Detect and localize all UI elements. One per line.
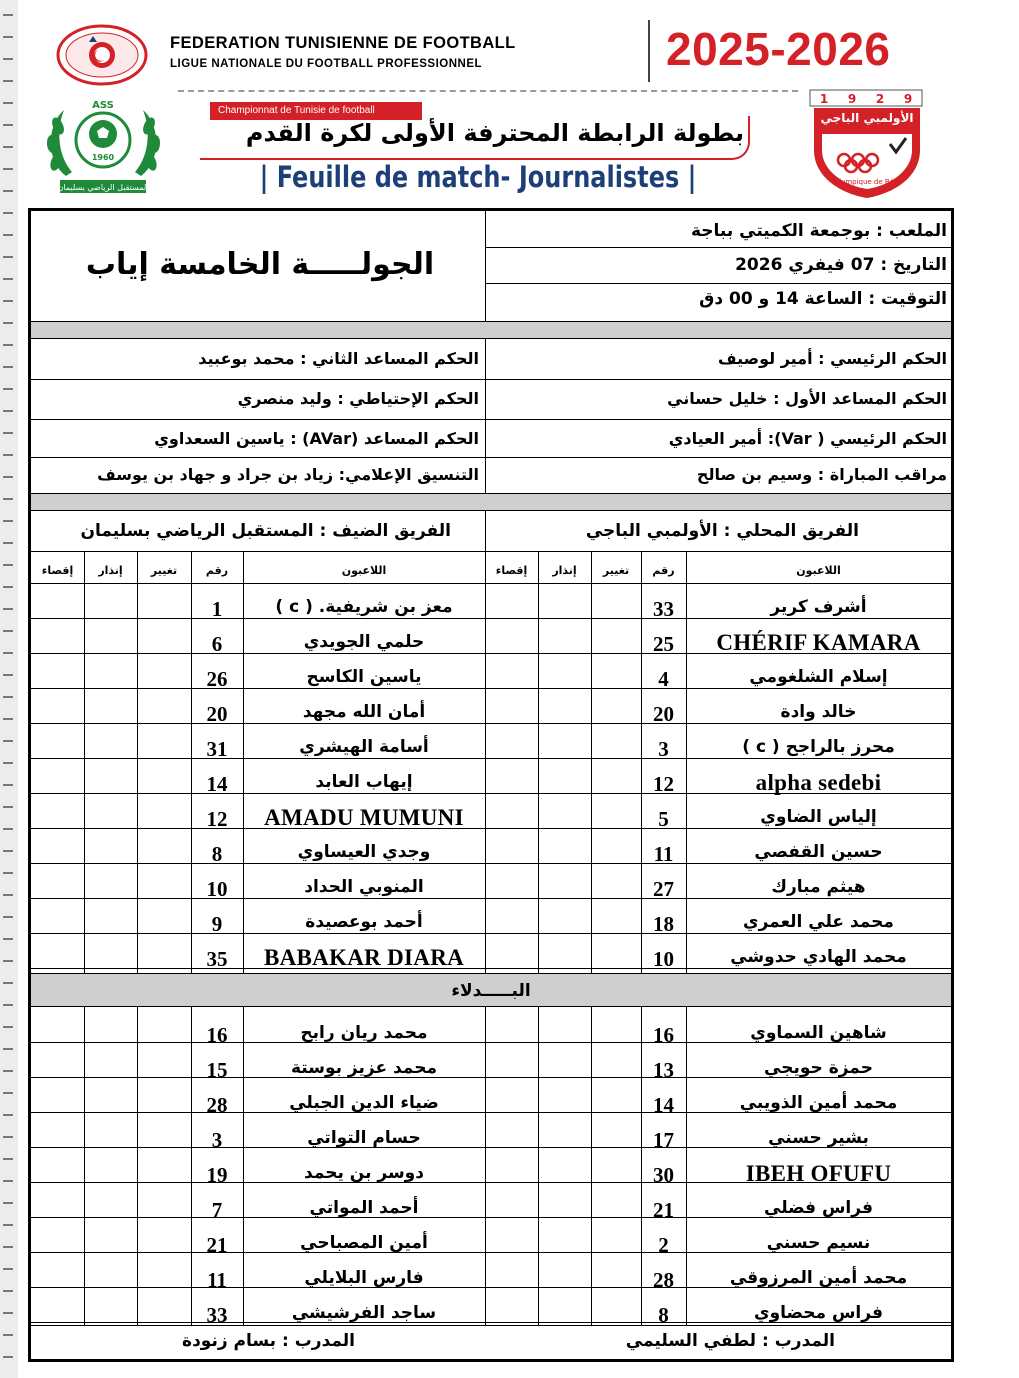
grid-line bbox=[485, 247, 951, 248]
away-starter-player-number: 8 bbox=[211, 842, 223, 866]
edge-dash bbox=[3, 806, 13, 808]
edge-dash bbox=[3, 388, 13, 390]
away-substitute-player-name: حسام التواتي bbox=[307, 1128, 421, 1148]
home-starter-player-name: أشرف كرير bbox=[770, 597, 867, 617]
edge-dash bbox=[3, 1070, 13, 1072]
away-starter-player-number: 20 bbox=[206, 702, 228, 726]
home-substitute-player-number: 30 bbox=[653, 1163, 674, 1187]
ob-logo-fr: Olympique de Béja bbox=[833, 178, 901, 186]
away-starter-player-number: 26 bbox=[206, 667, 228, 691]
shade-band-2 bbox=[31, 493, 951, 511]
home-starter-player-name: محمد علي العمري bbox=[743, 912, 894, 932]
away-substitute-player-number: 19 bbox=[206, 1163, 228, 1187]
home-substitute-player-name: فراس فضلي bbox=[764, 1198, 873, 1218]
home-starter-player-number: 18 bbox=[653, 912, 674, 936]
ass-club-logo-icon bbox=[36, 96, 171, 196]
edge-dash bbox=[3, 1048, 13, 1050]
edge-dash bbox=[3, 718, 13, 720]
ob-year-2: 9 bbox=[847, 92, 857, 106]
away-substitute-player-number: 11 bbox=[207, 1268, 227, 1292]
away-substitute-player-name: أمين المصباحي bbox=[300, 1233, 428, 1253]
ob-year-1: 1 bbox=[819, 92, 829, 106]
home-coach: المدرب : لطفي السليمي bbox=[625, 1331, 835, 1351]
home-starter-player-name: إسلام الشلغومي bbox=[749, 667, 888, 687]
edge-dash bbox=[3, 410, 13, 412]
away-starter-player-name: أسامة الهيشري bbox=[299, 737, 429, 757]
grid-line bbox=[31, 898, 951, 899]
main-referee: الحكم الرئيسي : أمير لوصيف bbox=[718, 349, 947, 368]
home-substitute-player-number: 8 bbox=[658, 1303, 669, 1327]
away-substitute-player-number: 15 bbox=[206, 1058, 228, 1082]
home-substitute-player-name: نسيم حسني bbox=[766, 1233, 871, 1253]
away-substitute-player-name: ساجد الفرشيشي bbox=[291, 1303, 437, 1323]
grid-line bbox=[591, 551, 592, 973]
edge-dash bbox=[3, 278, 13, 280]
grid-line bbox=[31, 828, 951, 829]
edge-dash bbox=[3, 784, 13, 786]
home-starter-player-name: حسين القفصي bbox=[754, 842, 883, 862]
edge-dash bbox=[3, 762, 13, 764]
away-starter-player-number: 35 bbox=[206, 947, 228, 971]
away-substitute-player-name: محمد ريان رابح bbox=[300, 1023, 428, 1043]
home-starter-player-number: 27 bbox=[653, 877, 674, 901]
sheet-header bbox=[28, 10, 956, 202]
ob-logo-name: الأولمبي الباجي bbox=[820, 111, 914, 125]
home-starter-player-number: 4 bbox=[658, 667, 669, 691]
grid-line bbox=[31, 618, 951, 619]
edge-dash bbox=[3, 564, 13, 566]
ob-year-3: 2 bbox=[875, 92, 885, 106]
time-label: التوقيت : الساعة 14 و 00 دق bbox=[699, 289, 947, 309]
edge-dash bbox=[3, 1202, 13, 1204]
home-starter-player-number: 25 bbox=[653, 632, 674, 656]
away-coach: المدرب : بسام زنودة bbox=[182, 1331, 355, 1351]
away-col-expulsion: إقصاء bbox=[41, 564, 74, 577]
home-starter-player-name: محرز بالراجح ( c ) bbox=[742, 737, 895, 757]
away-starter-player-number: 9 bbox=[211, 912, 223, 936]
grid-line bbox=[31, 688, 951, 689]
away-substitute-player-number: 16 bbox=[206, 1023, 228, 1047]
edge-dash bbox=[3, 630, 13, 632]
home-starter-player-name: خالد وادة bbox=[780, 702, 857, 722]
away-starter-player-name: BABAKAR DIARA bbox=[263, 945, 465, 970]
away-substitute-player-number: 28 bbox=[206, 1093, 228, 1117]
edge-dash bbox=[3, 146, 13, 148]
edge-dash bbox=[3, 542, 13, 544]
away-starter-player-name: حلمي الجويدي bbox=[303, 632, 425, 652]
grid-line bbox=[31, 583, 951, 584]
edge-dash bbox=[3, 652, 13, 654]
away-starter-player-name: AMADU MUMUNI bbox=[264, 805, 464, 830]
edge-dash bbox=[3, 102, 13, 104]
grid-line bbox=[84, 1007, 85, 1325]
away-substitute-player-name: فارس البلايلي bbox=[304, 1268, 424, 1288]
home-starter-player-name: هيثم مبارك bbox=[771, 877, 866, 897]
edge-dash bbox=[3, 234, 13, 236]
away-substitute-player-number: 3 bbox=[211, 1128, 223, 1152]
league-title-arabic: بطولة الرابطة المحترفة الأولى لكرة القدم bbox=[245, 119, 744, 147]
away-substitute-player-name: ضياء الدين الجبلي bbox=[289, 1093, 439, 1113]
away-starter-player-number: 12 bbox=[206, 807, 228, 831]
assistant-referee-1: الحكم المساعد الأول : خليل حساني bbox=[667, 389, 947, 408]
home-starter-player-number: 12 bbox=[653, 772, 674, 796]
away-team-title: الفريق الضيف : المستقبل الرياضي بسليمان bbox=[80, 521, 451, 541]
home-col-players: اللاعبون bbox=[796, 564, 841, 577]
home-starter-player-number: 20 bbox=[653, 702, 674, 726]
away-starter-player-name: وجدي العيساوي bbox=[297, 842, 431, 862]
home-starter-player-number: 11 bbox=[653, 842, 674, 866]
substitutes-title: البـــــدلاء bbox=[451, 981, 531, 1001]
grid-line bbox=[31, 457, 951, 458]
away-substitute-player-number: 7 bbox=[211, 1198, 223, 1222]
edge-dash bbox=[3, 80, 13, 82]
ass-logo-name: المستقبل الرياضي بسليمان bbox=[57, 183, 149, 192]
sheet-title: | Feuille de match- Journalistes | bbox=[259, 160, 697, 194]
edge-dash bbox=[3, 14, 13, 16]
edge-dash bbox=[3, 1026, 13, 1028]
championship-banner: Championnat de Tunisie de football bbox=[210, 102, 422, 120]
away-starter-player-number: 10 bbox=[206, 877, 228, 901]
edge-dash bbox=[3, 36, 13, 38]
date-label: التاريخ : 07 فيفري 2026 bbox=[735, 255, 947, 275]
away-substitute-player-number: 33 bbox=[206, 1303, 228, 1327]
edge-dash bbox=[3, 938, 13, 940]
away-substitute-player-name: دوسر بن يحمد bbox=[304, 1163, 424, 1183]
home-substitute-player-number: 16 bbox=[653, 1023, 674, 1047]
home-substitute-player-number: 21 bbox=[653, 1198, 674, 1222]
edge-dash bbox=[3, 256, 13, 258]
edge-dash bbox=[3, 740, 13, 742]
grid-line bbox=[31, 933, 951, 934]
assistant-referee-2: الحكم المساعد الثاني : محمد بوعبيد bbox=[198, 349, 479, 368]
edge-dash bbox=[3, 344, 13, 346]
page-edge-strip bbox=[0, 0, 18, 1378]
home-starter-player-number: 10 bbox=[653, 947, 674, 971]
edge-dash bbox=[3, 1246, 13, 1248]
edge-dash bbox=[3, 1092, 13, 1094]
edge-dash bbox=[3, 1290, 13, 1292]
edge-dash bbox=[3, 454, 13, 456]
home-starter-player-name: محمد الهادي حدوشي bbox=[730, 947, 907, 967]
grid-line bbox=[31, 551, 951, 552]
home-starter-player-name: إلياس الضاوي bbox=[760, 807, 877, 827]
edge-dash bbox=[3, 1356, 13, 1358]
grid-line bbox=[84, 551, 85, 973]
edge-dash bbox=[3, 1158, 13, 1160]
away-starter-player-name: معز بن شريفية. ( c ) bbox=[275, 597, 453, 617]
grid-line bbox=[31, 758, 951, 759]
edge-dash bbox=[3, 58, 13, 60]
edge-dash bbox=[3, 850, 13, 852]
grid-line bbox=[538, 1007, 539, 1325]
away-starter-player-number: 6 bbox=[211, 632, 223, 656]
home-substitute-player-number: 17 bbox=[653, 1128, 674, 1152]
home-col-substitution: تغيير bbox=[602, 564, 630, 577]
away-col-warning: إنذار bbox=[98, 564, 123, 577]
match-commissioner: مراقب المباراة : وسيم بن صالح bbox=[696, 465, 947, 484]
home-starter-player-number: 5 bbox=[658, 807, 669, 831]
home-col-number: رقم bbox=[652, 564, 675, 577]
edge-dash bbox=[3, 982, 13, 984]
away-col-players: اللاعبون bbox=[341, 564, 387, 577]
home-substitute-player-name: شاهين السماوي bbox=[750, 1023, 887, 1043]
home-substitute-player-number: 13 bbox=[653, 1058, 674, 1082]
home-substitute-player-name: حمزة حويجي bbox=[764, 1058, 873, 1078]
edge-dash bbox=[3, 872, 13, 874]
season-label: 2025-2026 bbox=[666, 23, 891, 75]
edge-dash bbox=[3, 1334, 13, 1336]
grid-line bbox=[538, 551, 539, 973]
edge-dash bbox=[3, 586, 13, 588]
home-starter-player-name: CHÉRIF KAMARA bbox=[716, 630, 921, 655]
edge-dash bbox=[3, 212, 13, 214]
edge-dash bbox=[3, 828, 13, 830]
reserve-referee: الحكم الإحتياطي : وليد منصري bbox=[237, 389, 479, 408]
edge-dash bbox=[3, 432, 13, 434]
grid-line bbox=[137, 551, 138, 973]
grid-line bbox=[31, 1325, 951, 1326]
ass-logo-top: ASS bbox=[92, 100, 114, 111]
home-substitute-player-name: محمد أمين المرزوقي bbox=[729, 1268, 908, 1288]
edge-dash bbox=[3, 894, 13, 896]
edge-dash bbox=[3, 366, 13, 368]
edge-dash bbox=[3, 696, 13, 698]
grid-line bbox=[591, 1007, 592, 1325]
edge-dash bbox=[3, 300, 13, 302]
header-separator bbox=[648, 20, 650, 82]
away-starter-player-name: المنوبي الحداد bbox=[304, 877, 424, 897]
away-starter-player-number: 14 bbox=[206, 772, 228, 796]
grid-line bbox=[31, 379, 951, 380]
away-starter-player-number: 31 bbox=[206, 737, 228, 761]
edge-dash bbox=[3, 322, 13, 324]
home-substitute-player-number: 14 bbox=[653, 1093, 674, 1117]
grid-line bbox=[485, 211, 486, 321]
ass-logo-year: 1960 bbox=[91, 153, 115, 162]
grid-line bbox=[31, 723, 951, 724]
edge-dash bbox=[3, 190, 13, 192]
home-starter-player-name: alpha sedebi bbox=[755, 770, 882, 795]
home-substitute-player-name: محمد أمين الذويبي bbox=[739, 1093, 898, 1113]
ob-year-4: 9 bbox=[903, 92, 913, 106]
home-team-title: الفريق المحلي : الأولمبي الباجي bbox=[585, 521, 859, 541]
grid-line bbox=[485, 1007, 486, 1325]
round-title: الجولـــــة الخامسة إياب bbox=[85, 247, 435, 282]
edge-dash bbox=[3, 674, 13, 676]
stadium-label: الملعب : بوجمعة الكميتي بباجة bbox=[690, 221, 947, 241]
away-col-number: رقم bbox=[205, 564, 229, 577]
avar-referee: الحكم المساعد (AVar) : ياسين السعداوي bbox=[154, 429, 479, 448]
home-substitute-player-number: 28 bbox=[653, 1268, 674, 1292]
home-substitute-player-number: 2 bbox=[658, 1233, 669, 1257]
shade-band-1 bbox=[31, 321, 951, 339]
edge-dash bbox=[3, 1224, 13, 1226]
edge-dash bbox=[3, 476, 13, 478]
var-referee: الحكم الرئيسي ( Var): أمير العيادي bbox=[668, 429, 947, 448]
edge-dash bbox=[3, 1268, 13, 1270]
grid-line bbox=[485, 283, 951, 284]
away-starter-player-name: أحمد بوعصيدة bbox=[305, 912, 423, 932]
edge-dash bbox=[3, 608, 13, 610]
edge-dash bbox=[3, 1312, 13, 1314]
league-name: LIGUE NATIONALE DU FOOTBALL PROFESSIONNEL bbox=[170, 58, 483, 70]
home-col-expulsion: إقصاء bbox=[495, 564, 528, 577]
edge-dash bbox=[3, 1114, 13, 1116]
grid-line bbox=[31, 968, 951, 969]
edge-dash bbox=[3, 1180, 13, 1182]
away-substitute-player-name: أحمد المواتي bbox=[309, 1198, 419, 1218]
edge-dash bbox=[3, 520, 13, 522]
grid-line bbox=[137, 1007, 138, 1325]
away-starter-player-name: ياسين الكاسح bbox=[306, 667, 422, 687]
edge-dash bbox=[3, 1004, 13, 1006]
away-starter-player-name: أمان الله مجهد bbox=[302, 702, 426, 722]
home-substitute-player-name: IBEH OFUFU bbox=[745, 1161, 892, 1186]
home-starter-player-number: 3 bbox=[658, 737, 669, 761]
grid-line bbox=[485, 339, 486, 493]
header-divider bbox=[178, 90, 798, 92]
federation-name: FEDERATION TUNISIENNE DE FOOTBALL bbox=[170, 34, 516, 52]
away-substitute-player-number: 21 bbox=[206, 1233, 228, 1257]
away-col-substitution: تغيير bbox=[150, 564, 178, 577]
media-coordination: التنسيق الإعلامي: زياد بن جراد و جهاد بن يوسف bbox=[97, 465, 479, 484]
edge-dash bbox=[3, 916, 13, 918]
away-starter-player-name: إيهاب العابد bbox=[315, 772, 413, 792]
home-substitute-player-name: فراس محضاوي bbox=[754, 1303, 883, 1323]
home-starter-player-number: 33 bbox=[653, 597, 674, 621]
olympique-beja-logo-icon bbox=[808, 88, 926, 200]
away-substitute-player-name: محمد عزيز بوستة bbox=[291, 1058, 437, 1078]
grid-line bbox=[31, 863, 951, 864]
edge-dash bbox=[3, 498, 13, 500]
match-sheet-form bbox=[28, 208, 954, 1362]
home-substitute-player-name: بشير حسني bbox=[768, 1128, 869, 1148]
home-col-warning: إنذار bbox=[552, 564, 577, 577]
edge-dash bbox=[3, 168, 13, 170]
ftf-logo-icon bbox=[56, 24, 148, 86]
edge-dash bbox=[3, 1136, 13, 1138]
edge-dash bbox=[3, 960, 13, 962]
away-starter-player-number: 1 bbox=[211, 597, 223, 621]
grid-line bbox=[485, 511, 486, 973]
grid-line bbox=[31, 419, 951, 420]
edge-dash bbox=[3, 124, 13, 126]
